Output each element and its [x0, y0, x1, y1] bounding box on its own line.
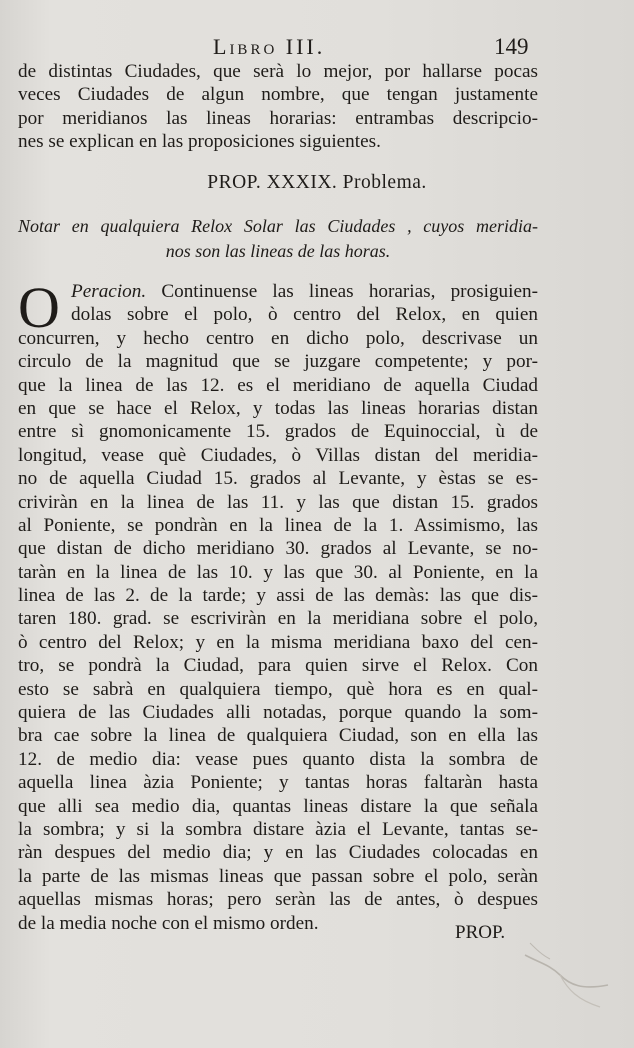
text-line: ò centro del Relox; y en la misma meridiana baxo del cen-	[18, 631, 538, 653]
text-line: nes se explican en las proposiciones siguientes.	[18, 131, 381, 153]
running-head: Libro III.	[213, 34, 326, 59]
text-line: esto se sabrà en qualquiera tiempo, què hora es en qual-	[18, 678, 538, 700]
text-line: aquellas mismas horas; pero seràn las de antes, ò despues	[18, 889, 538, 911]
text-line: circulo de la magnitud que se juzgare competente; y por-	[18, 351, 538, 373]
text-line: que distan de dicho meridiano 30. grados al Levante, se no-	[18, 538, 538, 560]
text-line: criviràn en la linea de las 11. y las que distan 15. grados	[18, 491, 538, 513]
text-line: dolas sobre el polo, ò centro del Relox, en quien	[71, 304, 538, 326]
text-line: 12. de medio dia: vease pues quanto dista la sombra de	[18, 748, 538, 770]
text-line: de la media noche con el mismo orden.	[18, 912, 319, 934]
text-line: aquella linea àzia Poniente; y tantas horas faltaràn hasta	[18, 772, 538, 794]
text-line: taràn en la linea de las 10. y las que 30. al Poniente, en la	[18, 561, 538, 583]
main-paragraph	[18, 275, 538, 935]
text-line-first	[18, 280, 538, 303]
text-line: ràn despues del medio dia; y en las Ciudades colocadas en	[18, 842, 538, 864]
text-line: linea de las 2. de la tarde; y assi de las demàs: las que dis-	[18, 585, 538, 607]
lead-word: Peracion.	[71, 281, 147, 302]
text-line: por meridianos las lineas horarias: entrambas descripcio-	[18, 107, 538, 129]
proposition-heading: PROP. XXXIX. Problema.	[207, 172, 427, 193]
text-line: taren 180. grad. se escriviràn en la meridiana sobre el polo,	[18, 608, 538, 630]
text-line: quiera de las Ciudades alli notadas, porque quando la som-	[18, 702, 538, 724]
text-line: que alli sea medio dia, quantas lineas distare la que señala	[18, 795, 538, 817]
page-number: 149	[494, 34, 529, 59]
text-line: tro, se pondrà la Ciudad, para quien sirve el Relox. Con	[18, 655, 538, 677]
first-line-rest: Continuense las lineas horarias, prosiguien-	[146, 281, 538, 302]
enunciation-line: nos son las lineas de las horas.	[165, 241, 391, 261]
text-line: de distintas Ciudades, que serà lo mejor, por hallarse pocas	[18, 61, 538, 82]
text-line: longitud, vease què Ciudades, ò Villas distan del meridia-	[18, 444, 538, 466]
binding-thread-mark	[520, 935, 610, 1010]
catchword: PROP.	[455, 922, 506, 943]
intro-paragraph	[18, 60, 538, 154]
text-line: veces Ciudades de algun nombre, que tengan justamente	[18, 84, 538, 106]
text-line: la sombra; y si la sombra distare àzia el Levante, tantas se-	[18, 818, 538, 840]
enunciation-line: Notar en qualquiera Relox Solar las Ciudades , cuyos meridia-	[18, 216, 538, 236]
text-line: que la linea de las 12. es el meridiano de aquella Ciudad	[18, 374, 538, 396]
drop-cap: O	[18, 275, 60, 340]
text-line: no de aquella Ciudad 15. grados al Levante, y èstas se es-	[18, 468, 538, 490]
text-line: bra cae sobre la linea de qualquiera Ciudad, son en ella las	[18, 725, 538, 747]
text-line: al Poniente, se pondràn en la linea de la 1. Assimismo, las	[18, 514, 538, 536]
proposition-enunciation	[18, 214, 538, 264]
text-line: concurren, y hecho centro en dicho polo, descrivase un	[18, 327, 538, 349]
text-line: en que se hace el Relox, y todas las lineas horarias distan	[18, 397, 538, 419]
text-line: la parte de las mismas lineas que passan sobre el polo, seràn	[18, 865, 538, 887]
text-line: entre sì gnomonicamente 15. grados de Equinoccial, ù de	[18, 421, 538, 443]
